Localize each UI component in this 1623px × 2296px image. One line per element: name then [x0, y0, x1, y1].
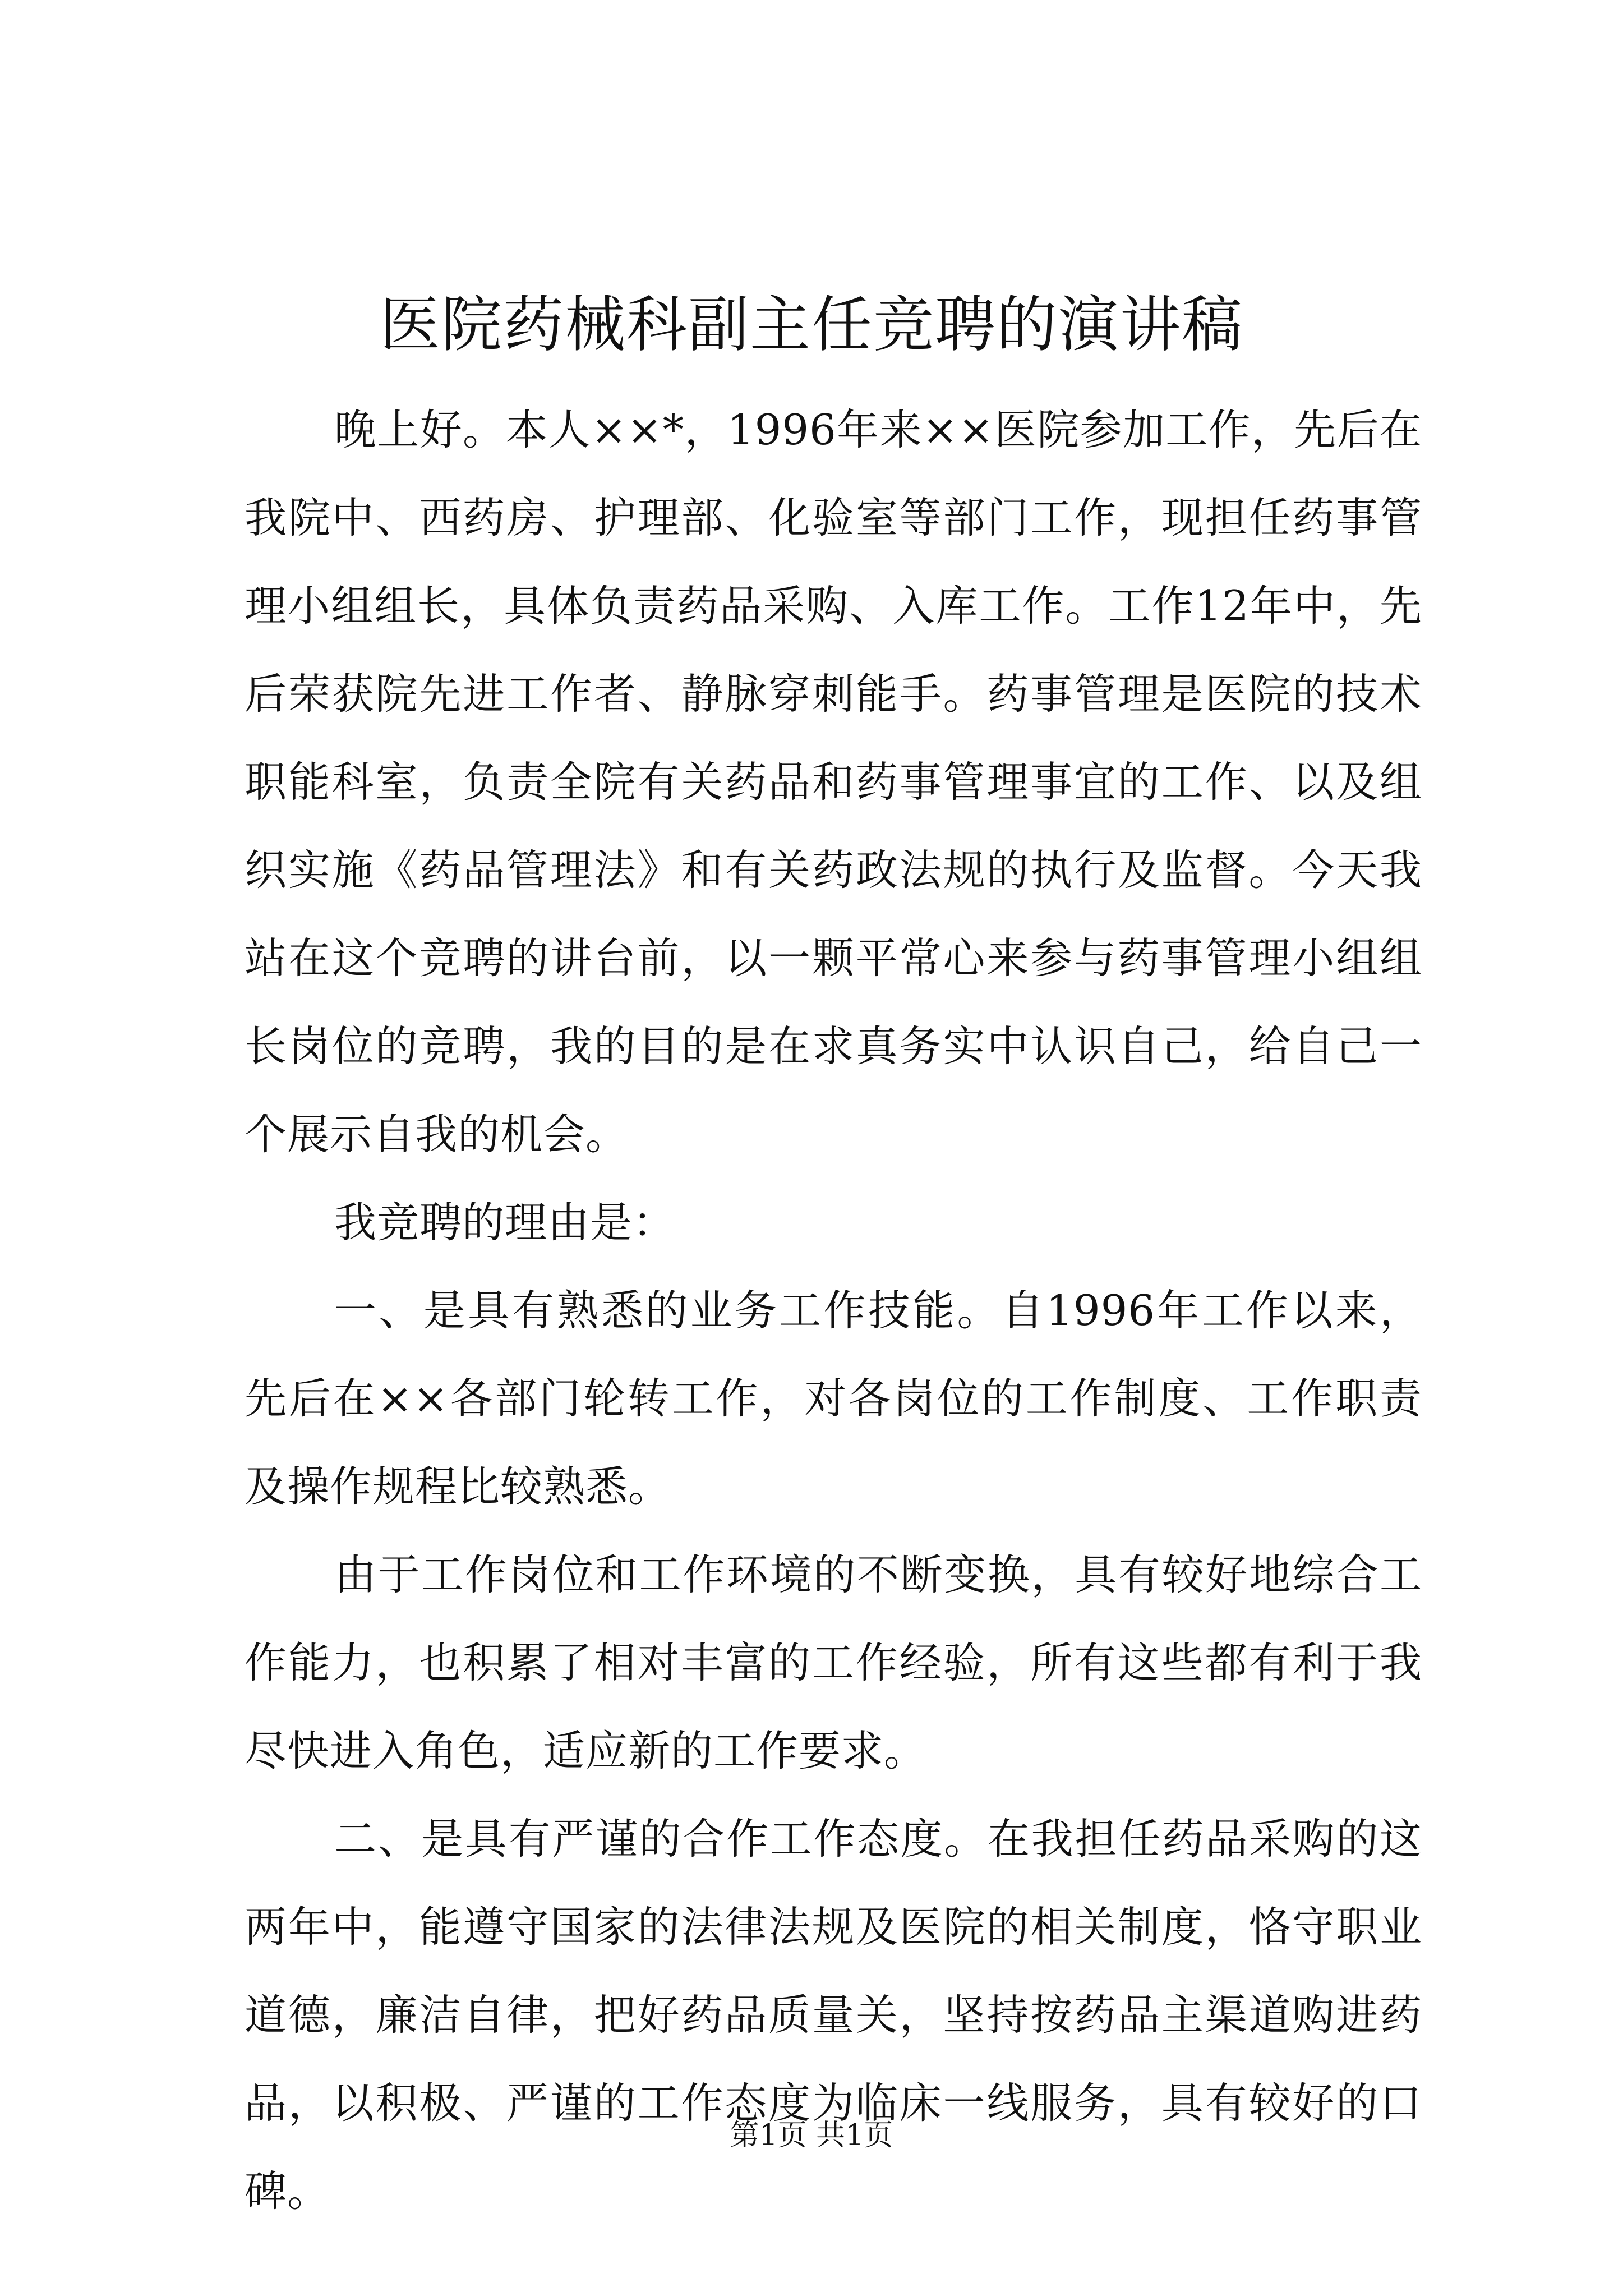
paragraph-reasons-heading: 我竞聘的理由是：	[334, 1198, 676, 1247]
document-title: 医院药械科副主任竞聘的演讲稿	[379, 290, 1243, 360]
paragraph-reason-one: 一、是具有熟悉的业务工作技能。自1996年工作以来，先后在××各部门轮转工作，对各岗位的工作制度、工作职责及操作规程比较熟悉。	[245, 1286, 1422, 1511]
paragraph-reason-two: 二、是具有严谨的合作工作态度。在我担任药品采购的这两年中，能遵守国家的法律法规及医院的相关制度，恪守职业道德，廉洁自律，把好药品质量关，坚持按药品主渠道购进药品，以积极、严谨的工作态度为临床一线服务，具有较好的口碑。	[245, 1814, 1422, 2216]
paragraph-intro: 晚上好。本人××*，1996年来××医院参加工作，先后在我院中、西药房、护理部、化验室等部门工作，现担任药事管理小组组长，具体负责药品采购、入库工作。工作12年中，先后荣获院先进工作者、静脉穿刺能手。药事管理是医院的技术职能科室，负责全院有关药品和药事管理事宜的工作、以及组织实施《药品管理法》和有关药政法规的执行及监督。今天我站在这个竞聘的讲台前，以一颗平常心来参与药事管理小组组长岗位的竞聘，我的目的是在求真务实中认识自己，给自己一个展示自我的机会。	[245, 405, 1422, 1159]
page-footer: 第1页 共1页	[730, 2119, 893, 2152]
document-body	[245, 386, 1422, 2235]
paragraph-reason-one-detail: 由于工作岗位和工作环境的不断变换，具有较好地综合工作能力，也积累了相对丰富的工作经验，所有这些都有利于我尽快进入角色，适应新的工作要求。	[245, 1550, 1422, 1775]
